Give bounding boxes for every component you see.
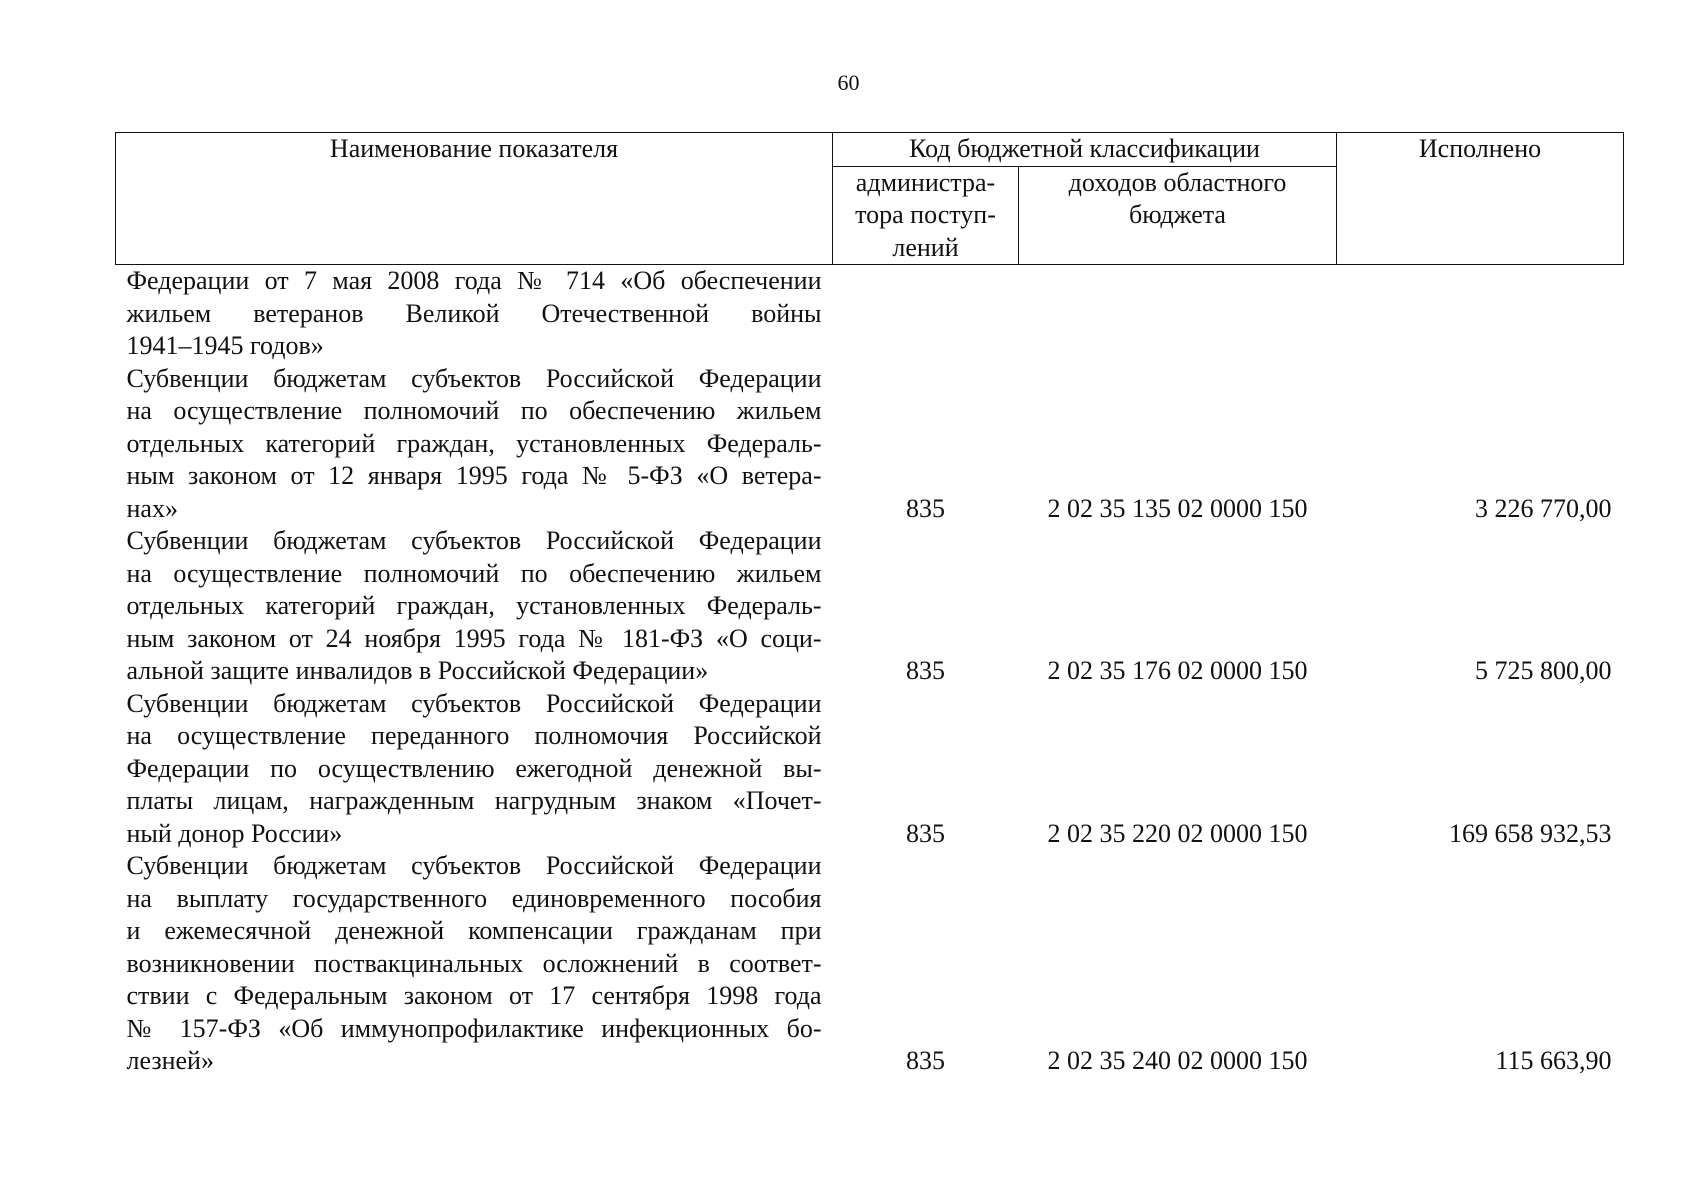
header-administrator — [833, 166, 1019, 265]
indicator-name-line: на осуществление полномочий по обеспечению жильем — [126, 396, 822, 425]
header-executed: Исполнено — [1337, 133, 1624, 265]
indicator-name-line: ный донор России» — [126, 818, 343, 848]
indicator-name-line: ным законом от 12 января 1995 года № 5-ФЗ «О ветера- — [126, 461, 822, 490]
indicator-name-cell — [116, 850, 833, 1078]
header-regional-revenue — [1019, 166, 1337, 265]
table-row — [116, 850, 1624, 1078]
header-revenue-line: бюджета — [1129, 200, 1226, 229]
table-header — [116, 133, 1624, 265]
table-row — [116, 688, 1624, 851]
indicator-name-cell — [116, 363, 833, 526]
revenue-code-cell: 2 02 35 240 02 0000 150 — [1047, 1046, 1308, 1075]
indicator-name-cell — [116, 265, 833, 363]
table-row — [116, 265, 1624, 363]
header-administrator-line: тора поступ- — [855, 200, 996, 229]
table-body — [116, 265, 1624, 1078]
indicator-name-line: Федерации по осуществлению ежегодной денежной вы- — [126, 753, 822, 783]
indicator-name-line: ствии с Федеральным законом от 17 сентября 1998 года — [126, 981, 822, 1010]
indicator-name-line: лезней» — [126, 1046, 214, 1075]
indicator-name-line: на осуществление полномочий по обеспечению жильем — [126, 558, 822, 588]
header-budget-code: Код бюджетной классификации — [833, 133, 1337, 167]
indicator-name-line: 1941–1945 годов» — [126, 331, 324, 360]
administrator-code-cell: 835 — [906, 818, 945, 848]
indicator-name-line: и ежемесячной денежной компенсации гражданам при — [126, 916, 822, 945]
administrator-code-cell: 835 — [906, 493, 945, 523]
table-row — [116, 363, 1624, 526]
revenue-code-cell — [1019, 265, 1337, 363]
revenue-code-cell: 2 02 35 220 02 0000 150 — [1047, 818, 1308, 848]
administrator-code-cell: 835 — [906, 1046, 945, 1075]
indicator-name-line: № 157-ФЗ «Об иммунопрофилактике инфекционных бо- — [126, 1013, 822, 1043]
indicator-name-line: альной защите инвалидов в Российской Федерации» — [126, 656, 709, 685]
revenue-table — [115, 132, 1624, 1078]
administrator-code-cell: 835 — [906, 656, 945, 685]
executed-amount-cell — [1337, 265, 1624, 363]
table-row — [116, 525, 1624, 688]
executed-amount-cell: 5 725 800,00 — [1475, 656, 1612, 685]
indicator-name-cell — [116, 525, 833, 688]
indicator-name-line: Субвенции бюджетам субъектов Российской Федерации — [126, 526, 822, 555]
executed-amount-cell: 115 663,90 — [1495, 1046, 1612, 1075]
indicator-name-line: на выплату государственного единовременного пособия — [126, 883, 822, 913]
header-revenue-line: доходов областного — [1068, 167, 1287, 197]
revenue-code-cell: 2 02 35 135 02 0000 150 — [1047, 493, 1308, 523]
indicator-name-line: ным законом от 24 ноября 1995 года № 181-ФЗ «О соци- — [126, 623, 822, 653]
indicator-name-line: отдельных категорий граждан, установленных Федераль- — [126, 428, 822, 458]
indicator-name-line: Субвенции бюджетам субъектов Российской Федерации — [126, 851, 822, 880]
indicator-name-line: Субвенции бюджетам субъектов Российской Федерации — [126, 363, 822, 393]
indicator-name-line: жильем ветеранов Великой Отечественной войны — [126, 298, 822, 328]
header-administrator-line: лений — [892, 232, 959, 262]
revenue-code-cell: 2 02 35 176 02 0000 150 — [1047, 656, 1308, 685]
indicator-name-line: Субвенции бюджетам субъектов Российской Федерации — [126, 688, 822, 718]
indicator-name-line: возникновении поствакцинальных осложнений в соответ- — [126, 948, 822, 978]
page-number: 60 — [837, 70, 860, 95]
indicator-name-line: отдельных категорий граждан, установленных Федераль- — [126, 591, 822, 620]
indicator-name-line: на осуществление переданного полномочия Российской — [126, 721, 822, 750]
header-administrator-line: администра- — [855, 167, 996, 197]
indicator-name-line: Федерации от 7 мая 2008 года № 714 «Об обеспечении — [126, 266, 822, 295]
header-indicator-name: Наименование показателя — [116, 133, 833, 265]
indicator-name-line: платы лицам, награжденным нагрудным знаком «Почет- — [126, 786, 822, 815]
administrator-code-cell — [833, 265, 1019, 363]
indicator-name-cell — [116, 688, 833, 851]
indicator-name-line: нах» — [126, 493, 178, 523]
executed-amount-cell: 3 226 770,00 — [1475, 493, 1612, 523]
executed-amount-cell: 169 658 932,53 — [1449, 818, 1612, 848]
